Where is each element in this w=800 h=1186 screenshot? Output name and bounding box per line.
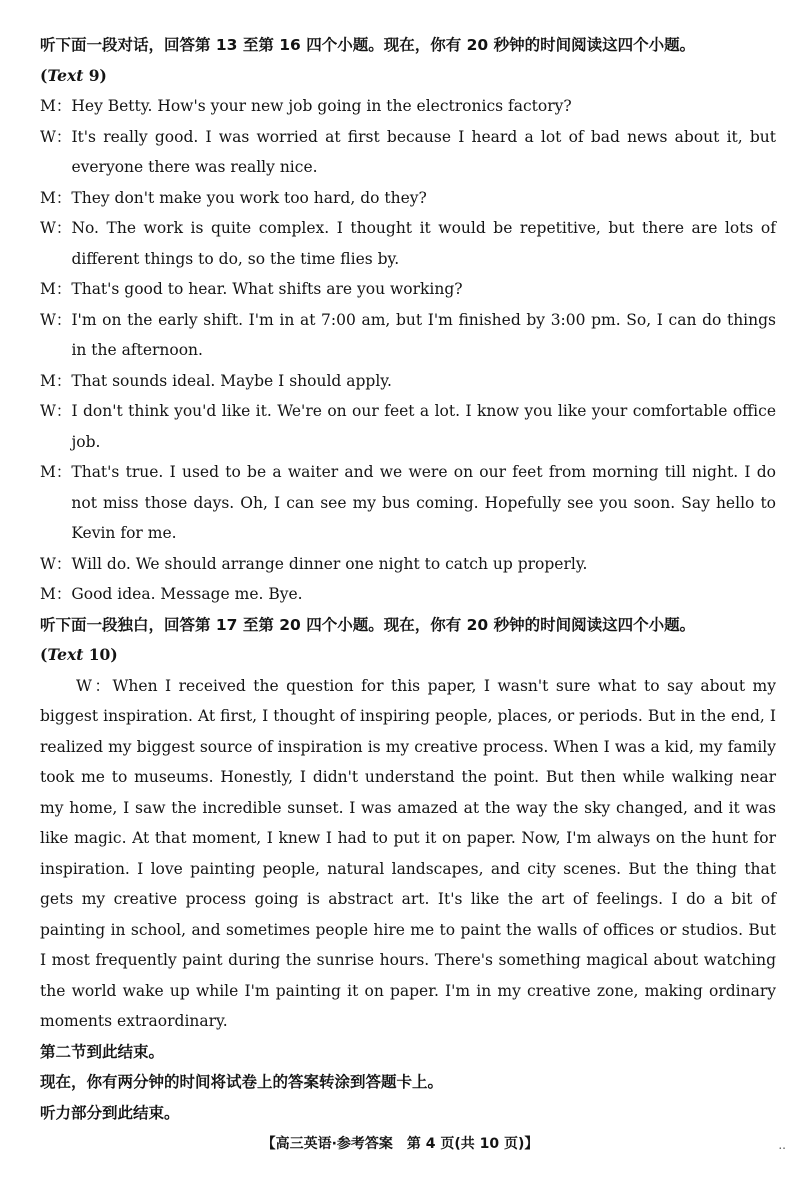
dialogue-turn	[40, 274, 780, 305]
speaker-label: W：	[76, 676, 113, 695]
speaker-label: M：	[40, 371, 72, 390]
turn-text: Hey Betty. How's your new job going in the electronics factory?	[71, 97, 572, 115]
speaker-label: W：	[40, 127, 72, 146]
turn-text: Will do. We should arrange dinner one night to catch up properly.	[71, 554, 588, 573]
turn-text: Good idea. Message me. Bye.	[71, 585, 303, 603]
speaker-label: W：	[40, 310, 72, 329]
footer-dots: ..	[778, 1138, 786, 1152]
text10-label-word: Text	[47, 645, 84, 664]
turn-text: That sounds ideal. Maybe I should apply.	[71, 371, 392, 390]
turn-text: They don't make you work too hard, do they?	[71, 188, 427, 207]
dialogue-turn	[40, 183, 780, 214]
closing-line-section-end: 第二节到此结束。	[40, 1042, 165, 1061]
text9-label-num: 9)	[83, 65, 107, 85]
turn-text: That's true. I used to be a waiter and we were on our feet from morning till night. I do not miss those days. Oh, I can see my bus coming. Hopefully see you soon. Say hello to Kevin for me.	[71, 463, 776, 542]
dialogue-turn	[40, 457, 780, 549]
speaker-label: M：	[40, 188, 72, 207]
dialogue-text9	[40, 91, 780, 610]
speaker-label: M：	[40, 280, 72, 298]
turn-text: It's really good. I was worried at first because I heard a lot of bad news about it, but everyone there was really nice.	[71, 127, 776, 176]
turn-text: No. The work is quite complex. I thought it would be repetitive, but there are lots of different things to do, so the time flies by.	[71, 219, 776, 268]
dialogue-turn	[40, 366, 780, 397]
dialogue-turn	[40, 396, 780, 457]
instruction-text9: 听下面一段对话，回答第 13 至第 16 四个小题。现在，你有 20 秒钟的时间阅读这四个小题。	[40, 36, 696, 54]
turn-text: I'm on the early shift. I'm in at 7:00 am, but I'm finished by 3:00 pm. So, I can do things in the afternoon.	[71, 310, 776, 359]
turn-text: I don't think you'd like it. We're on our feet a lot. I know you like your comfortable office job.	[71, 402, 776, 451]
speaker-label: W：	[40, 402, 72, 420]
dialogue-turn	[40, 122, 780, 183]
text10-label-open: (	[40, 645, 48, 664]
page-footer: 【高三英语·参考答案 第 4 页(共 10 页)】	[261, 1136, 539, 1152]
instruction-text10: 听下面一段独白，回答第 17 至第 20 四个小题。现在，你有 20 秒钟的时间阅读这四个小题。	[40, 615, 696, 634]
speaker-label: M：	[40, 463, 72, 481]
dialogue-turn	[40, 305, 780, 366]
text10-label-num: 10)	[83, 645, 118, 664]
dialogue-turn	[40, 579, 780, 610]
turn-text: That's good to hear. What shifts are you working?	[71, 280, 463, 298]
text9-label	[40, 61, 780, 92]
monologue-body: When I received the question for this paper, I wasn't sure what to say about my biggest inspiration. At first, I thought of inspiring people, places, or periods. But in the end, I realized my biggest source of inspiration is my creative process. When I was a kid, my family took me to museums. Honestly, I didn't understand the point. But then while walking near my home, I saw the incredible sunset. I was amazed at the way the sky changed, and it was like magic. At that moment, I knew I had to put it on paper. Now, I'm always on the hunt for inspiration. I love painting people, natural landscapes, and city scenes. But the thing that gets my creative process going is abstract art. It's like the art of feelings. I do a bit of painting in school, and sometimes people hire me to paint the walls of offices or studios. But I most frequently paint during the sunrise hours. There's something magical about watching the world wake up while I'm painting it on paper. I'm in my creative zone, making ordinary moments extraordinary.	[40, 676, 776, 1030]
speaker-label: W：	[40, 554, 72, 573]
speaker-label: M：	[40, 97, 72, 115]
dialogue-turn	[40, 213, 780, 274]
dialogue-turn	[40, 91, 780, 122]
text10-label	[40, 640, 780, 671]
closing-line-transfer-answers: 现在，你有两分钟的时间将试卷上的答案转涂到答题卡上。	[40, 1073, 444, 1091]
speaker-label: M：	[40, 585, 72, 603]
dialogue-turn	[40, 549, 780, 580]
monologue-text10	[40, 671, 780, 1037]
closing-line-listening-end: 听力部分到此结束。	[40, 1103, 180, 1122]
speaker-label: W：	[40, 219, 72, 237]
text9-label-word: Text	[47, 65, 84, 85]
text9-label-open: (	[40, 65, 48, 85]
